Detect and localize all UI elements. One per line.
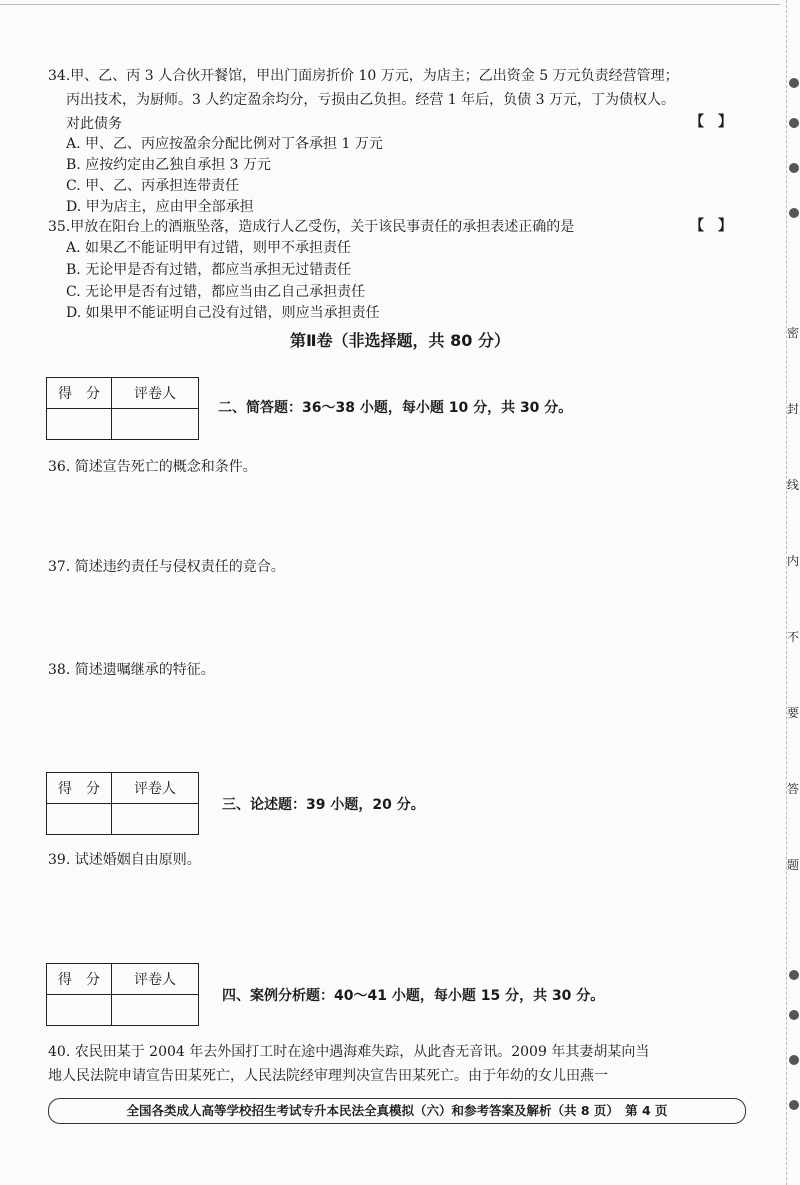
q39-text: 39. 试述婚姻自由原则。 [48,852,201,868]
score-table-section3 [46,772,199,835]
seal-char: 线 [786,478,799,492]
seal-char: 答 [786,782,799,796]
q35-option-c: C. 无论甲是否有过错，都应当由乙自己承担责任 [66,284,366,300]
q34-option-d: D. 甲为店主，应由甲全部承担 [66,199,254,215]
binding-hole-icon [789,78,799,88]
q34-stem-line1: 34.甲、乙、丙 3 人合伙开餐馆，甲出门面房折价 10 万元，为店主；乙出资金 5 万元负责经营管理； [48,68,679,84]
q38-text: 38. 简述遗嘱继承的特征。 [48,662,215,678]
section4-title: 四、案例分析题：40～41 小题，每小题 15 分，共 30 分。 [222,988,605,1004]
q35-stem: 35.甲放在阳台上的酒瓶坠落，造成行人乙受伤，关于该民事责任的承担表述正确的是 [48,219,575,235]
binding-hole-icon [789,208,799,218]
q34-option-b: B. 应按约定由乙独自承担 3 万元 [66,157,271,173]
grader-cell [112,804,199,835]
binding-hole-icon [789,118,799,128]
binding-hole-icon [789,1010,799,1020]
q35-option-a: A. 如果乙不能证明甲有过错，则甲不承担责任 [66,240,352,256]
binding-hole-icon [789,970,799,980]
grader-label: 评卷人 [112,964,199,995]
score-cell [47,995,112,1026]
q34-option-a: A. 甲、乙、丙应按盈余分配比例对丁各承担 1 万元 [66,136,383,152]
q35-answer-bracket: 【 】 [690,218,732,234]
q35-option-d: D. 如果甲不能证明自己没有过错，则应当承担责任 [66,305,380,321]
binding-hole-icon [789,1055,799,1065]
seal-char: 要 [786,706,799,720]
grader-label: 评卷人 [112,773,199,804]
q34-stem-line3: 对此债务 [66,116,122,132]
section3-title: 三、论述题：39 小题，20 分。 [222,797,425,813]
binding-margin [786,0,800,1185]
grader-cell [112,995,199,1026]
score-cell [47,804,112,835]
seal-char: 内 [786,554,799,568]
score-label: 得 分 [47,378,112,409]
volume-ii-title: 第Ⅱ卷（非选择题，共 80 分） [290,331,510,350]
score-cell [47,409,112,440]
score-label: 得 分 [47,773,112,804]
score-table-section2 [46,377,199,440]
seal-char: 密 [786,326,799,340]
q34-option-c: C. 甲、乙、丙承担连带责任 [66,178,240,194]
binding-hole-icon [789,1100,799,1110]
q34-answer-bracket: 【 】 [690,114,732,130]
top-edge-line [0,4,780,5]
q34-stem-line2: 丙出技术，为厨师。3 人约定盈余均分，亏损由乙负担。经营 1 年后，负债 3 万元，丁为债权人。 [66,92,675,108]
q37-text: 37. 简述违约责任与侵权责任的竞合。 [48,559,285,575]
seal-char: 题 [786,858,799,872]
grader-cell [112,409,199,440]
q36-text: 36. 简述宣告死亡的概念和条件。 [48,459,257,475]
seal-char: 封 [786,402,799,416]
q40-line2: 地人民法院申请宣告田某死亡，人民法院经审理判决宣告田某死亡。由于年幼的女儿田燕一 [48,1068,608,1084]
section2-title: 二、简答题：36～38 小题，每小题 10 分，共 30 分。 [218,400,573,416]
q40-line1: 40. 农民田某于 2004 年去外国打工时在途中遇海难失踪，从此杳无音讯。2009 年其妻胡某向当 [48,1044,650,1060]
grader-label: 评卷人 [112,378,199,409]
binding-hole-icon [789,163,799,173]
score-label: 得 分 [47,964,112,995]
score-table-section4 [46,963,199,1026]
page-footer: 全国各类成人高等学校招生考试专升本民法全真模拟（六）和参考答案及解析（共 8 页） 第 4 页 [48,1098,746,1124]
q35-option-b: B. 无论甲是否有过错，都应当承担无过错责任 [66,262,352,278]
seal-char: 不 [786,630,799,644]
